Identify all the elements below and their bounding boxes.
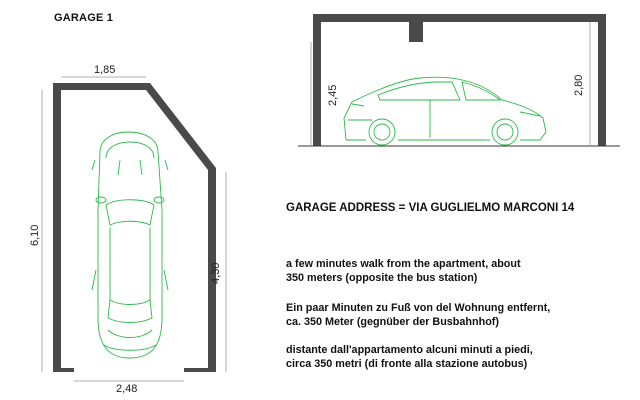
directions-german-line-2: ca. 350 Meter (gegnüber der Busbahnhof) (286, 315, 499, 328)
directions-english-line-2: 350 meters (opposite the bus station) (286, 271, 478, 284)
car-side-view (344, 77, 546, 145)
directions-italian-line-1: distante dall'appartamento alcuni minuti a piedi, (286, 344, 533, 356)
garage-address: GARAGE ADDRESS = VIA GUGLIELMO MARCONI 14 (286, 202, 575, 214)
top-width-label: 1,85 (94, 64, 116, 76)
left-length-label: 6,10 (29, 224, 41, 246)
directions-english (286, 258, 521, 285)
right-height-label: 2,80 (573, 74, 585, 96)
directions-italian-line-2: circa 350 metri (di fronte alla stazione autobus) (286, 357, 528, 370)
directions-english-line-1: a few minutes walk from the apartment, about (286, 258, 521, 270)
left-height-label: 2,45 (327, 84, 339, 106)
garage-section (298, 14, 620, 146)
right-length-label: 4,30 (210, 262, 222, 284)
bottom-width-label: 2,48 (116, 383, 138, 395)
section-wall (313, 14, 606, 146)
car-top-view (92, 132, 168, 358)
directions-italian (286, 344, 533, 371)
garage-title: GARAGE 1 (54, 12, 114, 24)
directions-german (286, 302, 550, 329)
directions-german-line-1: Ein paar Minuten zu Fuß von del Wohnung entfernt, (286, 302, 551, 314)
plan-wall (53, 83, 216, 372)
floor-plan (29, 64, 226, 395)
